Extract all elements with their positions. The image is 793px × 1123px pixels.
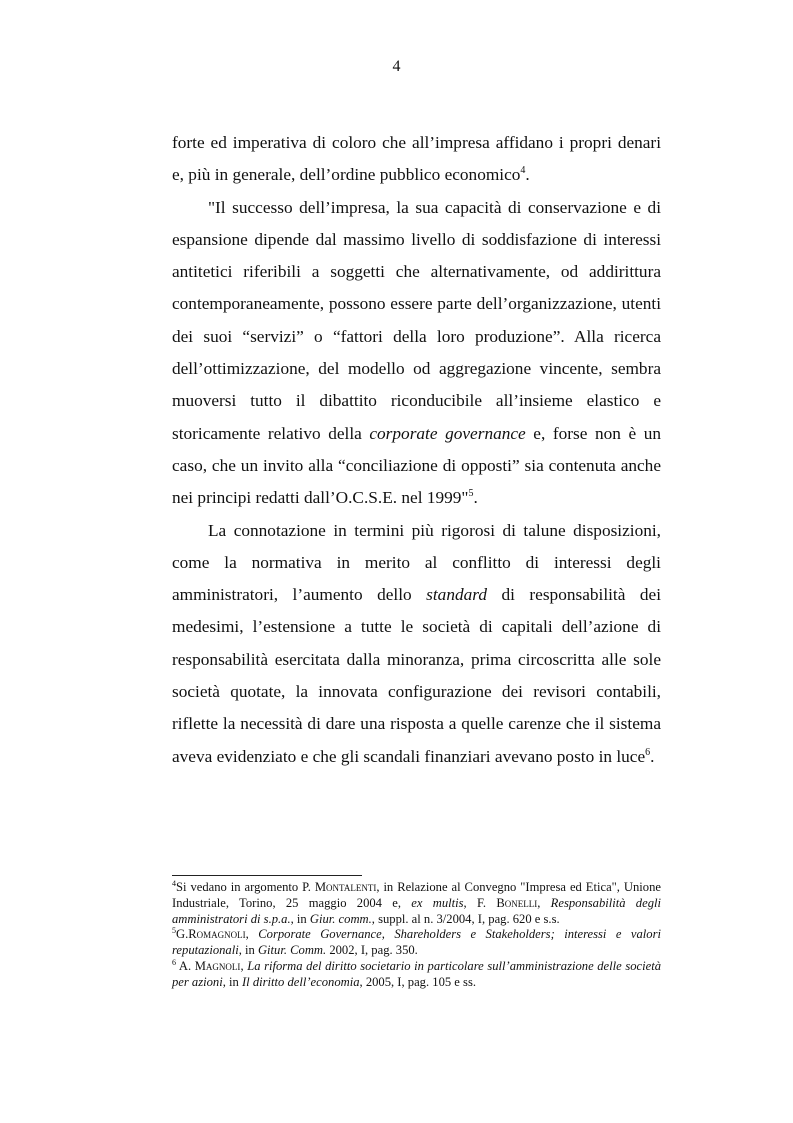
- paragraph-3: La connotazione in termini più rigorosi di talune disposizioni, come la normativa in merito al conflitto di interessi degli amministratori, l’aumento dello standard di responsabilità dei medesimi, l’estensione a tutte le società di capitali dell’azione di responsabilità esercitata dalla minoranza, prima circoscritta alle sole società quotate, la innovata configurazione dei revisori contabili, riflette la necessità di dare una risposta a quelle carenze che il sistema aveva evidenziato e che gli scandali finanziari avevano posto in luce$^6$.: [172, 520, 661, 766]
- footnote-separator: [172, 875, 362, 876]
- paragraph-1: forte ed imperativa di coloro che all’impresa affidano i propri denari e, più in generale, dell’ordine pubblico economico$^4$.: [172, 133, 661, 185]
- footnotes: [172, 880, 661, 991]
- footnote-4: $^4$Si vedano in argomento P. Montalenti, in Relazione al Convegno "Impresa ed Etica", Unione Industriale, Torino, 25 maggio 2004 e, ex multis, F. Bonelli, Responsabilità degli amministratori di s.p.a., in Giur. comm., suppl. al n. 3/2004, I, pag. 620 e s.s.: [172, 879, 661, 926]
- footnote-ref-4[interactable]: 4: [520, 165, 526, 177]
- paragraph-2: "Il successo dell’impresa, la sua capacità di conservazione e di espansione dipende dal massimo livello di soddisfazione di interessi antitetici riferibili a soggetti che alternativamente, od addirittura contemporaneamente, possono essere parte dell’organizzazione, utenti dei suoi “servizi” o “fattori della loro produzione”. Alla ricerca dell’ottimizzazione, del modello od aggregazione vincente, sembra muoversi tutto il dibattito riconducibile all’insieme elastico e storicamente relativo della corporate governance e, forse non è un caso, che un invito alla “conciliazione di opposti” sia contenuta anche nei principi redatti dall’O.C.S.E. nel 1999"$^5$.: [172, 197, 661, 508]
- footnote-ref-5[interactable]: 5: [468, 488, 474, 500]
- footnote-5: $^5$G.Romagnoli, Corporate Governance, Shareholders e Stakeholders; interessi e valori reputazionali, in Gitur. Comm. 2002, I, pag. 350.: [172, 926, 662, 958]
- main-text: [172, 127, 661, 773]
- footnote-ref-6[interactable]: 6: [645, 746, 651, 758]
- page-number: 4: [392, 58, 401, 75]
- footnote-6: $^6$ A. Magnoli, La riforma del diritto societario in particolare sull’amministrazione delle società per azioni, in Il diritto dell’economia, 2005, I, pag. 105 e ss.: [172, 957, 661, 989]
